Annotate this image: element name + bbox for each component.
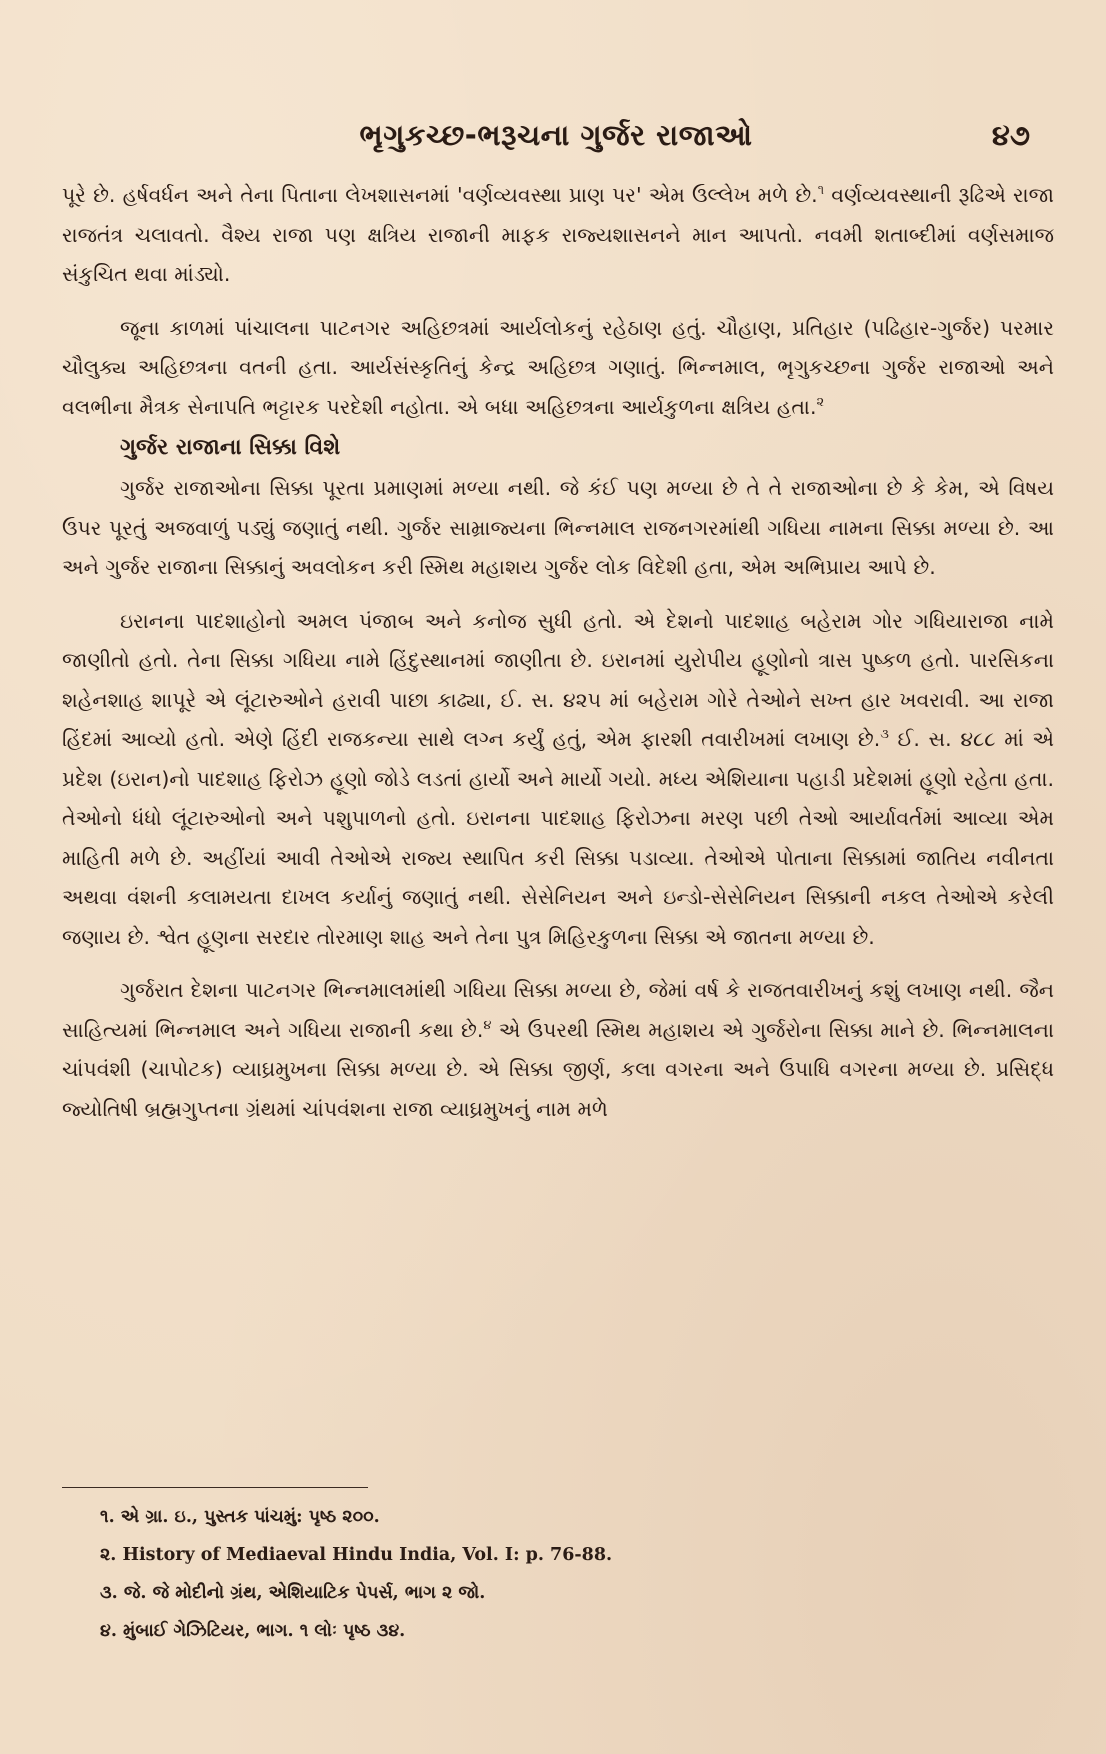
paragraph-2-text: જૂના કાળમાં પાંચાલના પાટનગર અહિછત્રમાં આર્યલોકનું રહેઠાણ હતું. ચૌહાણ, પ્રતિહાર (પઢિહાર-ગુર્જર) પરમાર ચૌલુક્ય અહિછત્રના વતની હતા. આર્યસંસ્કૃતિનું કેન્દ્ર અહિછત્ર ગણાતું. ભિન્નમાલ, ભૃગુકચ્છના ગુર્જર રાજાઓ અને વલભીના મૈત્રક સેનાપતિ ભટ્ટારક પરદેશી નહોતા. એ બધા અહિછત્રના આર્યકુળના ક્ષત્રિય હતા.	[62, 315, 1054, 419]
paragraph-1-text: પૂરે છે. હર્ષવર્ધન અને તેના પિતાના લેખશાસનમાં 'વર્ણવ્યવસ્થા પ્રાણ પર' એમ ઉલ્લેખ મળે છે.	[62, 183, 818, 207]
paragraph-3: ગુર્જર રાજાઓના સિક્કા પૂરતા પ્રમાણમાં મળ્યા નથી. જે કંઈ પણ મળ્યા છે તે તે રાજાઓના છે કે કેમ, એ વિષય ઉપર પૂરતું અજવાળું પડ્યું જણાતું નથી. ગુર્જર સામ્રાજ્યના ભિન્નમાલ રાજનગરમાંથી ગધિયા નામના સિક્કા મળ્યા છે. આ અને ગુર્જર રાજાના સિક્કાનું અવલોકન કરી સ્મિથ મહાશય ગુર્જર લોક વિદેશી હતા, એમ અભિપ્રાય આપે છે.	[62, 476, 1054, 579]
paragraph-5-text: ગુર્જરાત દેશના પાટનગર ભિન્નમાલમાંથી ગધિયા સિક્કા મળ્યા છે, જેમાં વર્ષ કે રાજતવારીખનું કશું લખાણ નથી. જૈન સાહિત્યમાં ભિન્નમાલ અને ગધિયા રાજાની કથા છે.	[62, 978, 1054, 1042]
section-heading: ગુર્જર રાજાના સિક્કા વિશે	[120, 435, 341, 460]
paragraph-1	[62, 176, 1054, 295]
footnote-divider	[62, 1487, 368, 1488]
paragraph-2	[62, 309, 1054, 428]
footnote-ref-3: ૩	[880, 727, 889, 743]
paragraph-4-text: ઇરાનના પાદશાહોનો અમલ પંજાબ અને કનોજ સુધી હતો. એ દેશનો પાદશાહ બહેરામ ગોર ગધિયારાજા નામે જાણીતો હતો. તેના સિક્કા ગધિયા નામે હિંદુસ્થાનમાં જાણીતા છે. ઇરાનમાં યુરોપીય હૂણોનો ત્રાસ પુષ્કળ હતો. પારસિકના શહેનશાહ શાપૂરે એ લૂંટારુઓને હરાવી પાછા કાઢ્યા, ઈ. સ. ૪૨૫ માં બહેરામ ગોરે તેઓને સખ્ત હાર ખવરાવી. આ રાજા હિંદમાં આવ્યો હતો. એણે હિંદી રાજકન્યા સાથે લગ્ન કર્યું હતું, એમ ફારશી તવારીખમાં લખાણ છે.	[62, 608, 1054, 751]
paragraph-5-text-rest: એ ઉપરથી સ્મિથ મહાશય એ ગુર્જરોના સિક્કા માને છે. ભિન્નમાલના ચાંપવંશી (ચાપોટક) વ્યાઘ્રમુખના સિક્કા મળ્યા છે. એ સિક્કા જીર્ણ, કલા વગરના અને ઉપાધિ વગરના મળ્યા છે. પ્રસિદ્ધ જ્યોતિષી બ્રહ્મગુપ્તના ગ્રંથમાં ચાંપવંશના રાજા વ્યાઘ્રમુખનું નામ મળે	[62, 1017, 1054, 1121]
footnote-ref-1: ૧	[817, 183, 825, 199]
footnote-2: ૨. History of Mediaeval Hindu India, Vol. I: p. 76-88.	[100, 1545, 613, 1565]
running-title: ભૃગુકચ્છ-ભરૂચના ગુર્જર રાજાઓ	[359, 118, 753, 152]
footnote-ref-4: ૪	[483, 1017, 492, 1033]
footnote-4: ૪. મુંબાઈ ગેઝિટિયર, ભાગ. ૧ લોઃ પૃષ્ઠ ૩૪.	[100, 1621, 406, 1641]
paragraph-4-text-rest: ઈ. સ. ૪૮૮ માં એ પ્રદેશ (ઇરાન)નો પાદશાહ ફિરોઝ હૂણો જોડે લડતાં હાર્યો અને માર્યો ગયો. મધ્ય એશિયાના પહાડી પ્રદેશમાં હૂણો રહેતા હતા. તેઓનો ધંધો લૂંટારુઓનો અને પશુપાળનો હતો. ઇરાનના પાદશાહ ફિરોઝના મરણ પછી તેઓ આર્યાવર્તમાં આવ્યા એમ માહિતી મળે છે. અહીંયાં આવી તેઓએ રાજ્ય સ્થાપિત કરી સિક્કા પડાવ્યા. તેઓએ પોતાના સિક્કામાં જાતિય નવીનતા અથવા વંશની કલામયતા દાખલ કર્યાનું જણાતું નથી. સેસેનિયન અને ઇન્ડો-સેસેનિયન સિક્કાની નકલ તેઓએ કરેલી જણાય છે. શ્વેત હૂણના સરદાર તોરમાણ શાહ અને તેના પુત્ર મિહિરકુળના સિક્કા એ જાતના મળ્યા છે.	[62, 727, 1054, 949]
footnote-1: ૧. એ ગ્રા. ઇ., પુસ્તક પાંચમું: પૃષ્ઠ ૨૦૦.	[100, 1507, 380, 1527]
paragraph-5	[62, 971, 1054, 1129]
footnotes	[100, 1498, 1040, 1650]
page-header	[60, 112, 1052, 162]
page-number: ૪૭	[991, 118, 1030, 152]
paragraph-4	[62, 602, 1054, 958]
main-text	[62, 176, 1054, 1129]
footnote-ref-2: ૨	[816, 394, 825, 410]
paragraph-1-text-rest: વર્ણવ્યવસ્થાની રૂઢિએ રાજા રાજતંત્ર ચલાવતો. વૈશ્ય રાજા પણ ક્ષત્રિય રાજાની માફક રાજ્યશાસનને માન આપતો. નવમી શતાબ્દીમાં વર્ણસમાજ સંકુચિત થવા માંડ્યો.	[62, 183, 1054, 286]
footnote-3: ૩. જે. જે મોદીનો ગ્રંથ, એશિયાટિક પેપર્સ, ભાગ ૨ જો.	[100, 1583, 486, 1603]
